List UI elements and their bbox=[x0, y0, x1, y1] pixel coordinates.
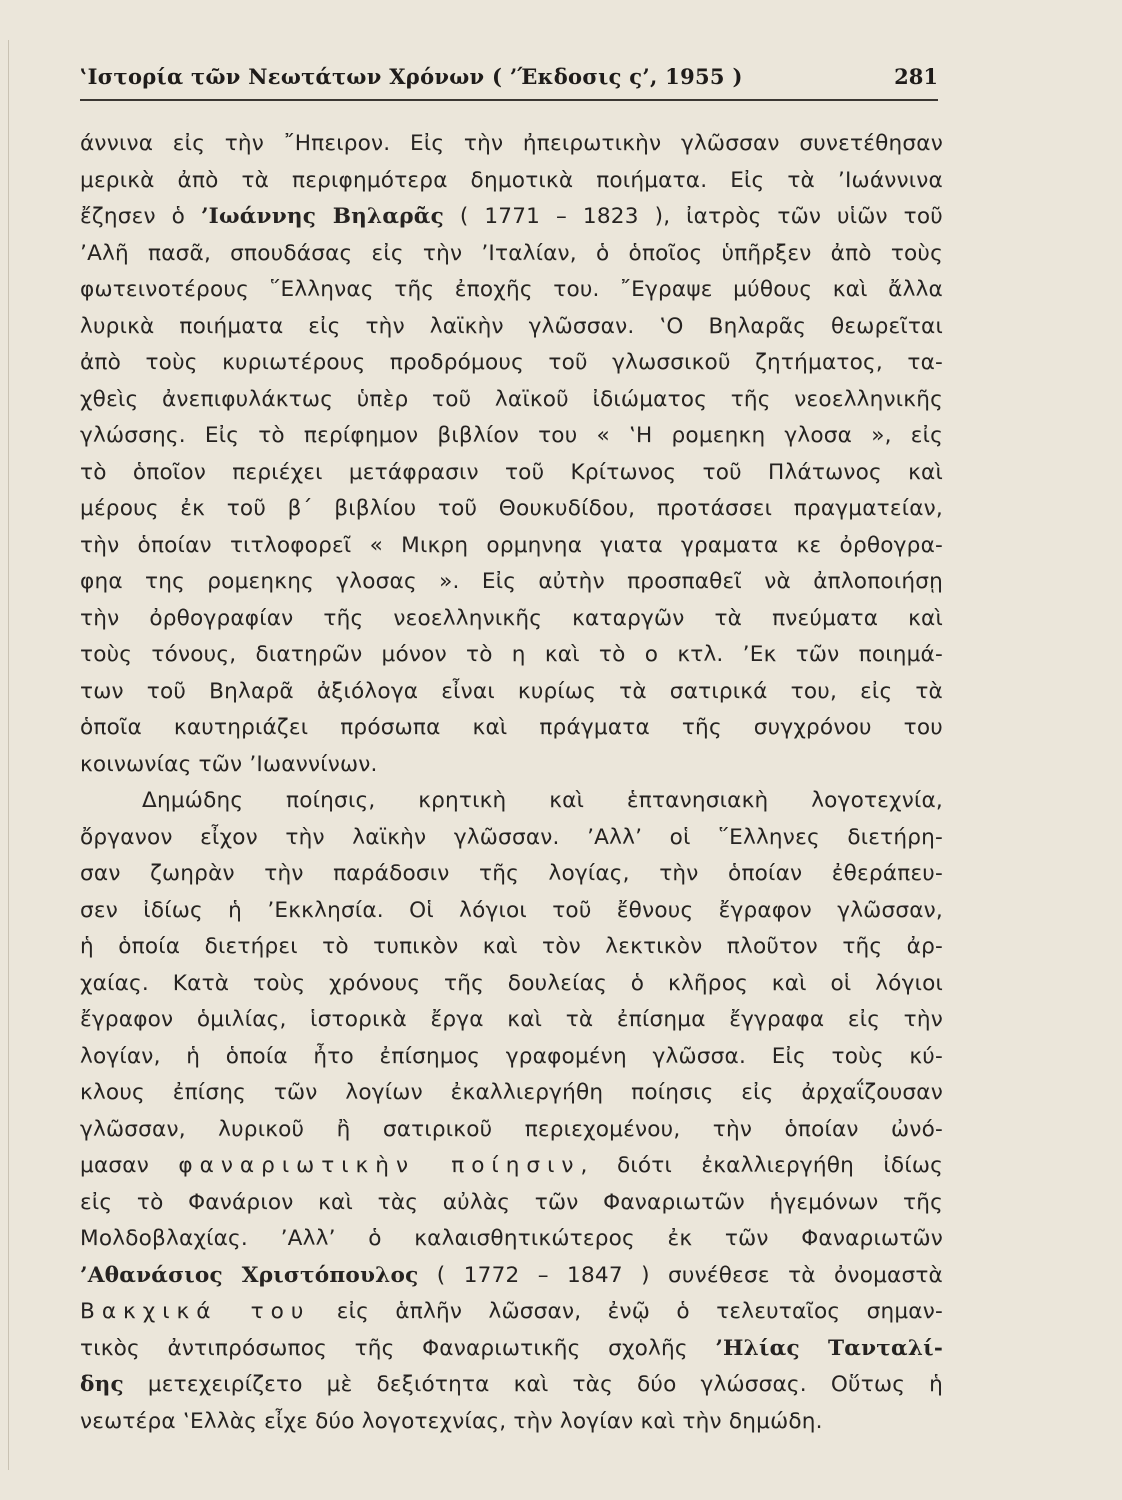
text-segment: φωτεινοτέρους ῞Ελληνας τῆς ἐποχῆς του. ῎Εγραψε μύθους καὶ ἄλλα bbox=[80, 277, 943, 302]
text-line bbox=[80, 272, 943, 309]
text-line bbox=[80, 893, 943, 930]
text-segment: λυρικὰ ποιήματα εἰς τὴν λαϊκὴν γλῶσσαν. ‛Ο Βηλαρᾶς θεωρεῖται bbox=[80, 313, 943, 339]
text-line bbox=[80, 1075, 943, 1112]
text-segment: ἡ ὁποία διετήρει τὸ τυπικὸν καὶ τὸν λεκτικὸν πλοῦτον τῆς ἀρ- bbox=[80, 934, 943, 959]
text-line bbox=[80, 1331, 943, 1368]
text-line bbox=[80, 163, 943, 200]
text-segment: ὄργανον εἶχον τὴν λαϊκὴν γλῶσσαν. ’Αλλ’ οἱ ῞Ελληνες διετήρη- bbox=[80, 824, 943, 850]
text-line bbox=[80, 528, 943, 565]
text-line bbox=[80, 1221, 943, 1258]
text-line bbox=[80, 1002, 943, 1039]
text-line bbox=[80, 856, 943, 893]
text-segment: ( 1772 – 1847 ) συνέθεσε τὰ ὀνομαστὰ bbox=[418, 1262, 943, 1288]
bold-name: ’Ηλίας Τανταλί- bbox=[715, 1335, 943, 1361]
text-line bbox=[80, 674, 943, 711]
text-line bbox=[80, 382, 943, 419]
text-line bbox=[80, 491, 943, 528]
page-number: 281 bbox=[894, 64, 938, 89]
text-line bbox=[80, 747, 943, 784]
text-line bbox=[80, 1404, 943, 1441]
bold-name: ’Αθανάσιος Χριστόπουλος bbox=[80, 1262, 419, 1288]
text-segment: ’Αλῆ πασᾶ, σπουδάσας εἰς τὴν ’Ιταλίαν, ὁ ὁποῖος ὑπῆρξεν ἀπὸ τοὺς bbox=[80, 240, 943, 266]
text-line bbox=[80, 564, 943, 601]
header-rule bbox=[80, 99, 938, 101]
text-line bbox=[80, 783, 943, 820]
text-segment: μερικὰ ἀπὸ τὰ περιφημότερα δημοτικὰ ποιήματα. Εἰς τὰ ’Ιωάννινα bbox=[80, 167, 943, 193]
running-title: ‛Ιστορία τῶν Νεωτάτων Χρόνων ( ’Έκδοσις ς’, 1955 ) bbox=[80, 64, 743, 89]
text-segment: τὴν ὀρθογραφίαν τῆς νεοελληνικῆς καταργῶν τὰ πνεύματα καὶ bbox=[80, 605, 943, 631]
text-segment: Δημώδης ποίησις, κρητικὴ καὶ ἑπτανησιακὴ λογοτεχνία, bbox=[142, 788, 943, 813]
text-line bbox=[80, 455, 943, 492]
page-header bbox=[80, 58, 938, 98]
text-line bbox=[80, 236, 943, 273]
text-segment: Μολδοβλαχίας. ’Αλλ’ ὁ καλαισθητικώτερος ἐκ τῶν Φαναριωτῶν bbox=[80, 1226, 943, 1251]
text-segment: κοινωνίας τῶν ’Ιωαννίνων. bbox=[80, 751, 378, 777]
text-segment: νεωτέρα ‛Ελλὰς εἶχε δύο λογοτεχνίας, τὴν λογίαν καὶ τὴν δημώδη. bbox=[80, 1408, 823, 1434]
text-segment: χαίας. Κατὰ τοὺς χρόνους τῆς δουλείας ὁ κλῆρος καὶ οἱ λόγιοι bbox=[80, 970, 943, 996]
text-segment: ὁποῖα καυτηριάζει πρόσωπα καὶ πράγματα τῆς συγχρόνου του bbox=[80, 715, 943, 740]
text-line bbox=[80, 126, 943, 163]
text-segment: τοὺς τόνους, διατηρῶν μόνον τὸ η καὶ τὸ ο κτλ. ’Εκ τῶν ποιημά- bbox=[80, 642, 943, 667]
text-segment: κλους ἐπίσης τῶν λογίων ἐκαλλιεργήθη ποίησις εἰς ἀρχαΐζουσαν bbox=[80, 1080, 943, 1105]
text-line bbox=[80, 1148, 943, 1185]
bold-name: ’Ιωάννης Βηλαρᾶς bbox=[200, 204, 444, 229]
bold-name: δης bbox=[80, 1372, 124, 1397]
text-segment: , διότι ἐκαλλιεργήθη ἰδίως bbox=[580, 1153, 944, 1178]
text-line bbox=[80, 637, 943, 674]
text-line bbox=[80, 966, 943, 1003]
text-segment: τὴν ὁποίαν τιτλοφορεῖ « Μικρη ορμηνηα γιατα γραματα κε ὀρθογρα- bbox=[80, 532, 943, 558]
text-segment: λογίαν, ἡ ὁποία ἦτο ἐπίσημος γραφομένη γλῶσσα. Εἰς τοὺς κύ- bbox=[80, 1043, 943, 1069]
text-line bbox=[80, 309, 943, 346]
body-text bbox=[80, 126, 943, 1440]
text-line bbox=[80, 199, 943, 236]
text-segment: εἰς ἁπλῆν λῶσσαν, ἐνῷ ὁ τελευταῖος σημαν- bbox=[310, 1299, 943, 1324]
spaced-text: φαναριωτικὴν ποίησιν bbox=[178, 1153, 581, 1178]
text-line bbox=[80, 820, 943, 857]
spaced-text: Βακχικά του bbox=[80, 1299, 311, 1324]
text-line bbox=[80, 929, 943, 966]
text-segment: φηα της ρομεηκης γλοσας ». Εἰς αὐτὴν προσπαθεῖ νὰ ἀπλοποιήσῃ bbox=[80, 569, 943, 594]
text-segment: εἰς τὸ Φανάριον καὶ τὰς αὐλὰς τῶν Φαναριωτῶν ἡγεμόνων τῆς bbox=[80, 1189, 943, 1215]
text-segment: γλῶσσαν, λυρικοῦ ἢ σατιρικοῦ περιεχομένου, τὴν ὁποίαν ὠνό- bbox=[80, 1116, 943, 1142]
text-segment: ἔγραφον ὁμιλίας, ἱστορικὰ ἔργα καὶ τὰ ἐπίσημα ἔγγραφα εἰς τὴν bbox=[80, 1007, 943, 1032]
text-segment: μασαν bbox=[80, 1153, 179, 1178]
text-line bbox=[80, 1258, 943, 1295]
text-line bbox=[80, 1367, 943, 1404]
text-segment: άννινα εἰς τὴν ῎Ηπειρον. Εἰς τὴν ἠπειρωτικὴν γλῶσσαν συνετέθησαν bbox=[80, 131, 943, 156]
text-line bbox=[80, 1039, 943, 1076]
text-segment: μετεχειρίζετο μὲ δεξιότητα καὶ τὰς δύο γλώσσας. Οὕτως ἡ bbox=[123, 1372, 943, 1397]
text-segment: των τοῦ Βηλαρᾶ ἀξιόλογα εἶναι κυρίως τὰ σατιρικά του, εἰς τὰ bbox=[80, 678, 943, 704]
text-segment: γλώσσης. Εἰς τὸ περίφημον βιβλίον του « ‛Η ρομεηκη γλοσα », εἰς bbox=[80, 423, 943, 448]
text-segment: ( 1771 – 1823 ), ἰατρὸς τῶν υἱῶν τοῦ bbox=[443, 204, 943, 229]
text-line bbox=[80, 710, 943, 747]
text-segment: μέρους ἐκ τοῦ β΄ βιβλίου τοῦ Θουκυδίδου, προτάσσει πραγματείαν, bbox=[80, 496, 943, 521]
text-line bbox=[80, 1112, 943, 1149]
text-segment: ἔζησεν ὁ bbox=[80, 204, 201, 229]
text-segment: σεν ἰδίως ἡ ’Εκκλησία. Οἱ λόγιοι τοῦ ἔθνους ἔγραφον γλῶσσαν, bbox=[80, 897, 943, 923]
page-edge-line bbox=[8, 40, 9, 1470]
text-line bbox=[80, 418, 943, 455]
text-segment: σαν ζωηρὰν τὴν παράδοσιν τῆς λογίας, τὴν ὁποίαν ἐθεράπευ- bbox=[80, 861, 943, 886]
text-segment: τὸ ὁποῖον περιέχει μετάφρασιν τοῦ Κρίτωνος τοῦ Πλάτωνος καὶ bbox=[80, 459, 943, 485]
text-line bbox=[80, 601, 943, 638]
text-line bbox=[80, 1185, 943, 1222]
text-segment: ἀπὸ τοὺς κυριωτέρους προδρόμους τοῦ γλωσσικοῦ ζητήματος, τα- bbox=[80, 350, 943, 375]
text-segment: τικὸς ἀντιπρόσωπος τῆς Φαναριωτικῆς σχολῆς bbox=[80, 1335, 716, 1361]
text-segment: χθεὶς ἀνεπιφυλάκτως ὑπὲρ τοῦ λαϊκοῦ ἰδιώματος τῆς νεοελληνικῆς bbox=[80, 386, 943, 412]
text-line bbox=[80, 1294, 943, 1331]
text-line bbox=[80, 345, 943, 382]
